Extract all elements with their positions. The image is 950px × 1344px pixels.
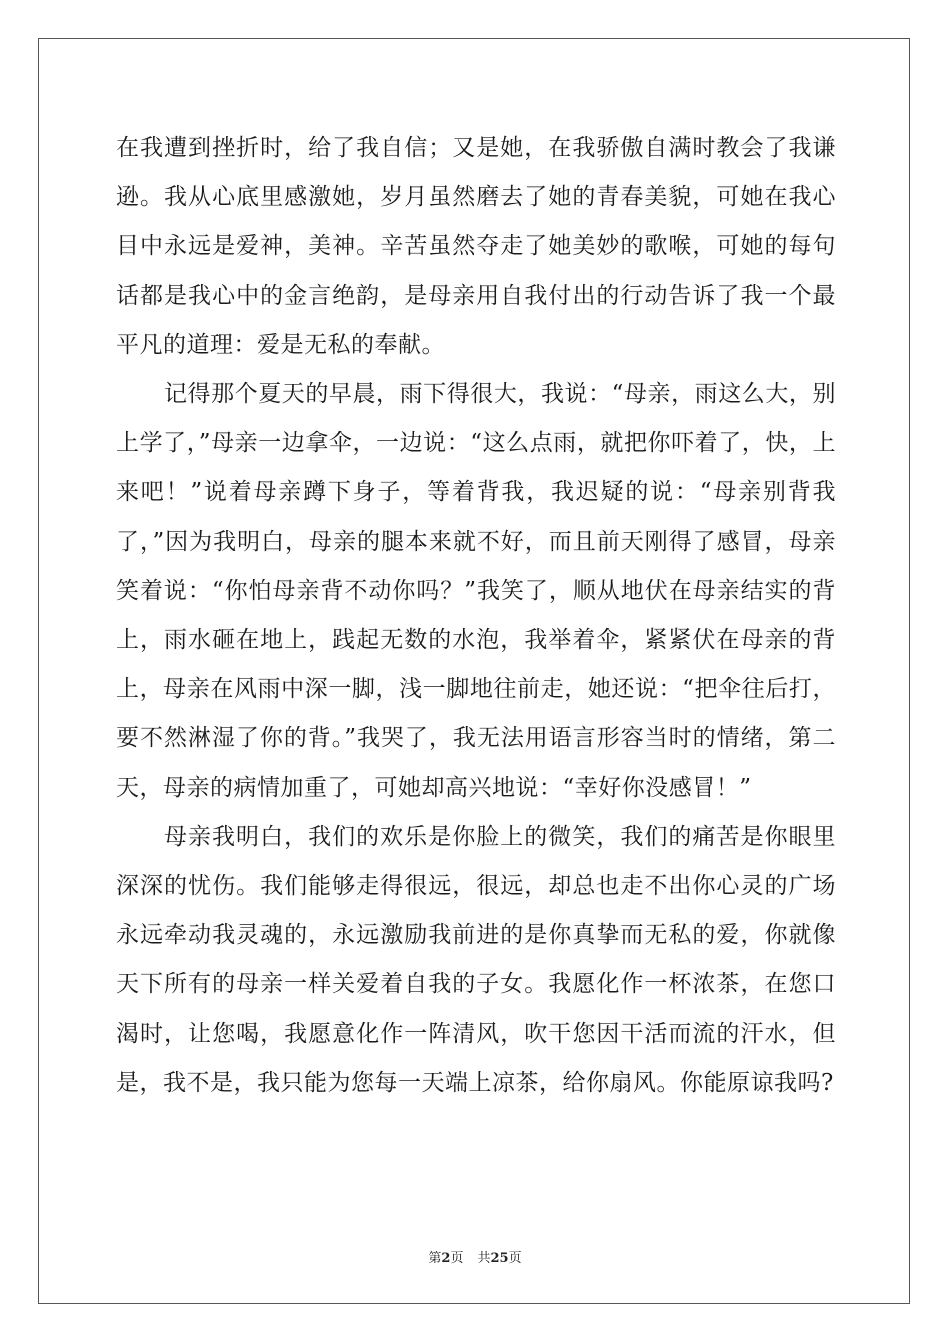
total-suffix: 页 xyxy=(508,1251,522,1266)
page-prefix: 第 xyxy=(428,1251,442,1266)
page-number: 2 xyxy=(441,1251,451,1266)
total-prefix: 共 xyxy=(477,1251,491,1266)
paragraph-2: 记得那个夏天的早晨，雨下得很大，我说：“母亲，雨这么大，别上学了，”母亲一边拿伞，一边说：“这么点雨，就把你吓着了，快，上来吧！”说着母亲蹲下身子，等着背我，我迟疑的说：“母亲别背我了，”因为我明白，母亲的腿本来就不好，而且前天刚得了感冒，母亲笑着说：“你怕母亲背不动你吗？”我笑了，顺从地伏在母亲结实的背上，雨水砸在地上，践起无数的水泡，我举着伞，紧紧伏在母亲的背上，母亲在风雨中深一脚，浅一脚地往前走，她还说：“把伞往后打，要不然淋湿了你的背。”我哭了，我无法用语言形容当时的情绪，第二天，母亲的病情加重了，可她却高兴地说：“幸好你没感冒！” xyxy=(116,381,836,801)
paragraph-3: 母亲我明白，我们的欢乐是你脸上的微笑，我们的痛苦是你眼里深深的忧伤。我们能够走得很远，很远，却总也走不出你心灵的广场永远牵动我灵魂的，永远激励我前进的是你真挚而无私的爱，你就像天下所有的母亲一样关爱着自我的子女。我愿化作一杯浓茶，在您口渴时，让您喝，我愿意化作一阵清风，吹干您因干活而流的汗水，但是，我不是，我只能为您每一天端上凉茶，给你扇风。你能原谅我吗? xyxy=(116,823,836,1096)
page-footer xyxy=(0,1247,950,1266)
paragraph-1: 在我遭到挫折时，给了我自信；又是她，在我骄傲自满时教会了我谦逊。我从心底里感激她，岁月虽然磨去了她的青春美貌，可她在我心目中永远是爱神，美神。辛苦虽然夺走了她美妙的歌喉，可她的每句话都是我心中的金言绝韵，是母亲用自我付出的行动告诉了我一个最平凡的道理：爱是无私的奉献。 xyxy=(116,135,836,358)
document-body xyxy=(116,124,836,1108)
page-suffix: 页 xyxy=(450,1251,464,1266)
total-pages: 25 xyxy=(490,1251,509,1266)
